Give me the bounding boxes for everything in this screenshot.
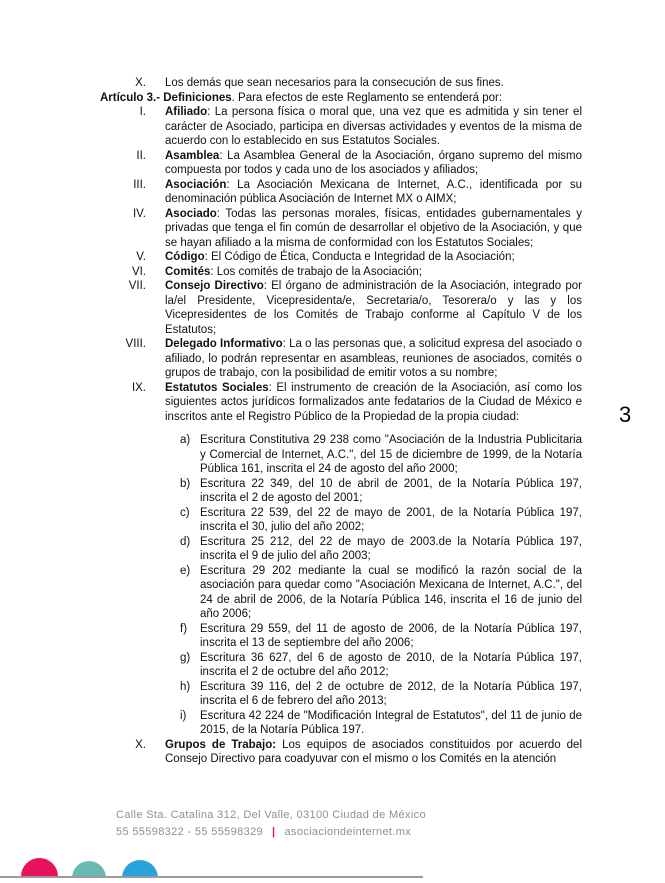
sub-item-g — [165, 651, 582, 680]
definition-text: : La persona física o moral que, una vez que es admitida y sin tener el carácter de Asociado, participa en diversas actividades y eventos de la misma de acuerdo con lo establecido en sus Estatutos Sociales. — [165, 106, 582, 147]
definition-term: Código — [165, 251, 205, 263]
escrituras-sub-list — [165, 433, 582, 738]
sub-item-text: Escritura 42 224 de "Modificación Integral de Estatutos", del 11 de junio de 2015, de la Notaría Pública 197. — [200, 709, 582, 736]
definition-text: : La o las personas que, a solicitud expresa del asociado o afiliado, lo podrán representar en asambleas, reuniones de asociados, comités o grupos de trabajo, con la posibilidad de emitir votos a su nombre; — [165, 338, 582, 379]
definition-text: : La Asamblea General de la Asociación, órgano supremo del mismo compuesta por todos y cada uno de los asociados y afiliados; — [165, 149, 582, 176]
definition-term: Asamblea — [165, 149, 220, 162]
definition-item-2 — [100, 149, 582, 178]
definition-numeral: V. — [136, 251, 146, 263]
definition-numeral: VIII. — [125, 338, 146, 350]
definition-term: Consejo Directivo — [165, 280, 264, 292]
page-number: 3 — [619, 402, 632, 427]
sub-item-letter: b) — [180, 477, 191, 490]
footer-phones: 55 55598322 - 55 55598329 — [116, 825, 263, 838]
definition-item-9 — [100, 381, 582, 738]
definition-numeral: II. — [136, 149, 146, 162]
definition-term: Delegado Informativo — [165, 338, 283, 350]
definition-numeral: IX. — [131, 381, 146, 394]
definition-numeral: X. — [135, 738, 146, 751]
footer-website: asociaciondeinternet.mx — [284, 825, 412, 838]
sub-item-text: Escritura 22 539, del 22 de mayo de 2001, de la Notaría Pública 197, inscrita el 30, julio del año 2002; — [200, 506, 582, 533]
sub-item-text: Escritura Constitutiva 29 238 como "Asociación de la Industria Publicitaria y Comercial de Internet, A.C.", del 15 de diciembre de 1999, de la Notaría Pública 161, inscrita el 24 de agosto del año 2000; — [200, 434, 582, 475]
sub-item-text: Escritura 39 116, del 2 de octubre de 2012, de la Notaría Pública 197, inscrita el 6 de febrero del año 2013; — [200, 680, 582, 707]
definition-term: Asociado — [165, 207, 217, 220]
document-body — [100, 76, 582, 767]
list-item-prev-x — [100, 76, 582, 91]
definition-numeral: I. — [139, 106, 146, 118]
sub-item-letter: g) — [180, 651, 191, 664]
page-footer — [116, 807, 426, 840]
footer-contact-line — [116, 824, 426, 841]
list-item-numeral: X. — [135, 77, 146, 89]
sub-item-text: Escritura 29 202 mediante la cual se modificó la razón social de la asociación para quedar como "Asociación Mexicana de Internet, A.C.", del 24 de abril de 2006, de la Notaría Pública 146, inscrita el 16 de junio del año 2006; — [200, 564, 582, 620]
sub-item-c — [165, 506, 582, 535]
article-heading — [100, 91, 582, 106]
sub-item-b — [165, 477, 582, 506]
sub-item-text: Escritura 29 559, del 11 de agosto de 2006, de la Notaría Pública 197, inscrita el 13 de septiembre del año 2006; — [200, 622, 582, 649]
definition-text: : El órgano de administración de la Asociación, integrado por la/el Presidente, Vicepresidenta/e, Secretaria/o, Tesorera/o y las y los Vicepresidentes de los Comités de Trabajo conforme al Capítulo V de los Estatutos; — [165, 280, 582, 336]
sub-item-h — [165, 680, 582, 709]
sub-item-letter: a) — [180, 434, 191, 446]
definition-term: Estatutos Sociales — [165, 381, 269, 394]
sub-item-text: Escritura 22 349, del 10 de abril de 2001, de la Notaría Pública 197, inscrita el 2 de agosto del 2001; — [200, 477, 582, 504]
definition-item-7 — [100, 279, 582, 337]
article-heading-rest: . Para efectos de este Reglamento se entenderá por: — [231, 91, 503, 104]
definition-text: : El instrumento de creación de la Asociación, así como los siguientes actos jurídicos formalizados ante fedatarios de la Ciudad de México e inscritos ante el Registro Público de la Propiedad de la propia ciudad: — [165, 381, 582, 423]
brand-dots — [0, 857, 665, 878]
definition-item-10 — [100, 738, 582, 767]
definition-item-1 — [100, 105, 582, 149]
definition-term: Asociación — [165, 178, 227, 191]
sub-item-f — [165, 622, 582, 651]
sub-item-i — [165, 709, 582, 738]
footer-separator: | — [272, 825, 276, 838]
sub-item-letter: f) — [180, 622, 188, 635]
sub-item-text: Escritura 36 627, del 6 de agosto de 2010, de la Notaría Pública 197, inscrita el 2 de octubre del año 2012; — [200, 651, 582, 678]
definition-numeral: VI. — [131, 265, 146, 278]
definition-item-3 — [100, 178, 582, 207]
definition-text: : Los comités de trabajo de la Asociación; — [210, 265, 422, 278]
definition-item-8 — [100, 337, 582, 381]
definition-numeral: III. — [133, 178, 146, 191]
bottom-rule — [0, 876, 423, 878]
sub-item-letter: h) — [180, 680, 191, 693]
footer-address: Calle Sta. Catalina 312, Del Valle, 03100 Ciudad de México — [116, 809, 426, 821]
definition-text: : El Código de Ética, Conducta e Integridad de la Asociación; — [204, 251, 515, 263]
definition-numeral: IV. — [132, 207, 146, 220]
article-heading-bold: Artículo 3.- Definiciones — [100, 91, 232, 104]
definition-text: : La Asociación Mexicana de Internet, A.C., identificada por su denominación pública Asociación de Internet MX o AIMX; — [165, 178, 582, 205]
sub-item-d — [165, 535, 582, 564]
sub-item-letter: i) — [180, 709, 187, 722]
definition-text: : Todas las personas morales, físicas, entidades gubernamentales y privadas que tenga el fin común de desarrollar el objetivo de la Asociación, y que se hayan afiliado a la misma de conformidad con los Estatutos Sociales; — [165, 207, 582, 249]
sub-item-letter: e) — [180, 564, 191, 577]
list-item-text: Los demás que sean necesarios para la consecución de sus fines. — [165, 77, 504, 89]
sub-item-letter: d) — [180, 535, 191, 548]
definition-item-4 — [100, 207, 582, 251]
definition-term: Grupos de Trabajo: — [165, 738, 277, 751]
sub-item-letter: c) — [180, 506, 190, 519]
brand-dot-pink — [21, 858, 58, 878]
definition-text: Los equipos de asociados constituidos por acuerdo del Consejo Directivo para coadyuvar con el mismo o los Comités en la atención — [165, 738, 582, 765]
definition-term: Comités — [165, 265, 211, 278]
sub-item-a — [165, 433, 582, 477]
sub-item-e — [165, 564, 582, 622]
definition-numeral: VII. — [128, 280, 146, 292]
definition-term: Afiliado — [165, 106, 208, 118]
definition-item-6 — [100, 265, 582, 280]
sub-item-text: Escritura 25 212, del 22 de mayo de 2003.de la Notaría Pública 197, inscrita el 9 de julio del año 2003; — [200, 535, 582, 562]
definition-item-5 — [100, 250, 582, 265]
